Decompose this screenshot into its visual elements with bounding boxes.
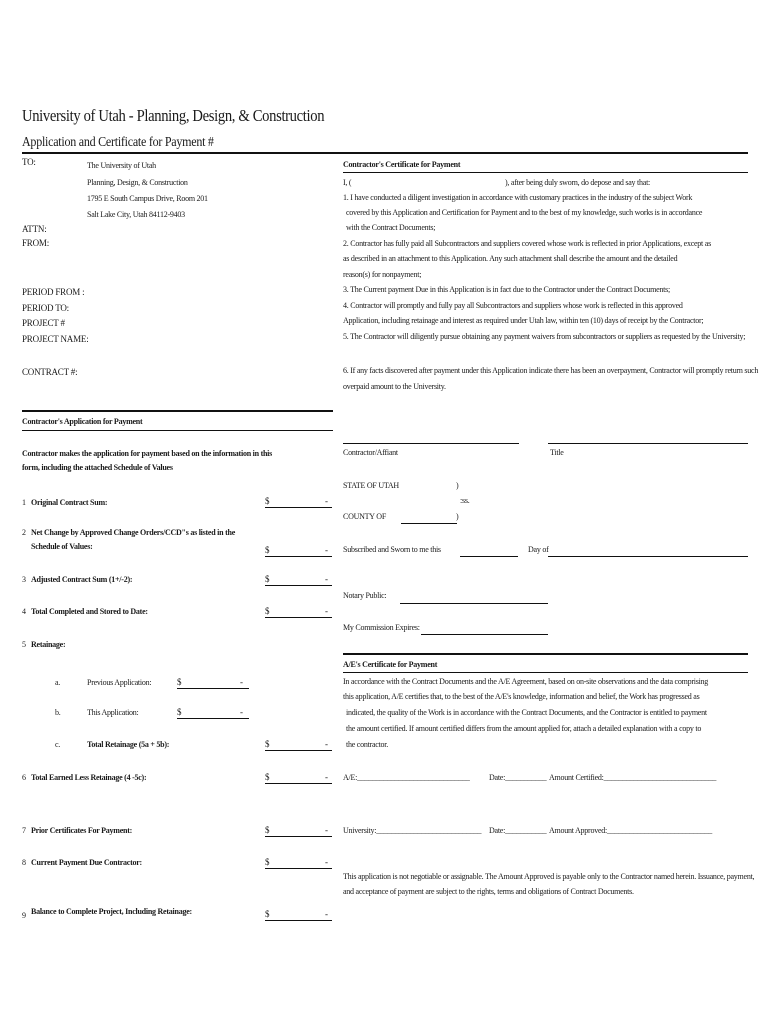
currency-symbol: $ (177, 707, 182, 717)
currency-symbol: $ (265, 909, 270, 919)
currency-symbol: $ (265, 574, 270, 584)
line-7-number: 7 (22, 826, 26, 835)
period-from-label: PERIOD FROM : (22, 287, 85, 297)
total-completed-value: - (325, 606, 328, 616)
amount-underline (265, 920, 332, 921)
state-paren: ) (456, 481, 459, 490)
subscribed-label: Subscribed and Sworn to me this (343, 545, 441, 554)
line-3-number: 3 (22, 575, 26, 584)
ae-top-rule (343, 653, 748, 655)
application-intro-1: Contractor makes the application for payment based on the information in this (22, 449, 273, 458)
address-line-1: The University of Utah (87, 161, 156, 170)
university-signature-line: University:____________________________ (343, 826, 482, 835)
ae-paragraph-3: indicated, the quality of the Work is in accordance with the Contract Documents, and the Contractor is entitled to payment (346, 708, 707, 717)
sworn-statement: ), after being duly sworn, do depose and say that: (505, 178, 651, 187)
amount-approved-line: Amount Approved:____________________________ (549, 826, 712, 835)
contract-number-label: CONTRACT #: (22, 367, 78, 377)
certificate-line-9: Application, including retainage and interest as required under Utah law, within ten (10) days of receipt by the Contractor; (343, 316, 704, 325)
line-5c-letter: c. (55, 740, 61, 749)
certificate-line-8: 4. Contractor will promptly and fully pay all Subcontractors and suppliers whose work is reflected in this approved (343, 301, 683, 310)
currency-symbol: $ (265, 606, 270, 616)
current-payment-due-value: - (325, 857, 328, 867)
line-2-number: 2 (22, 528, 26, 537)
amount-underline (177, 688, 249, 689)
net-change-label: Net Change by Approved Change Orders/CCD"s as listed in the (31, 528, 236, 537)
attn-label: ATTN: (22, 224, 47, 234)
from-label: FROM: (22, 238, 50, 248)
day-line (460, 556, 518, 557)
amount-underline (265, 836, 332, 837)
to-label: TO: (22, 157, 36, 167)
application-heading: Contractor's Application for Payment (22, 417, 143, 426)
amount-underline (177, 718, 249, 719)
disclaimer-line-1: This application is not negotiable or assignable. The Amount Approved is payable only to the Contractor named herein. Issuance, payment, (343, 872, 755, 881)
balance-to-complete-value: - (325, 909, 328, 919)
previous-application-value: - (240, 677, 243, 687)
page-title: University of Utah - Planning, Design, & Construction (22, 106, 325, 125)
amount-underline (265, 868, 332, 869)
prior-certificates-value: - (325, 825, 328, 835)
application-top-rule (22, 410, 333, 412)
currency-symbol: $ (265, 857, 270, 867)
application-intro-2: form, including the attached Schedule of Values (22, 463, 173, 472)
certificate-line-12: overpaid amount to the University. (343, 382, 446, 391)
balance-to-complete-label: Balance to Complete Project, Including Retainage: (31, 907, 192, 916)
affiant-signature-line (343, 443, 519, 444)
this-application-label: This Application: (87, 708, 139, 717)
disclaimer-line-2: and acceptance of payment are subject to the rights, terms and obligations of Contract Documents. (343, 887, 634, 896)
prior-certificates-label: Prior Certificates For Payment: (31, 826, 133, 835)
net-change-label-cont: Schedule of Values: (31, 542, 93, 551)
currency-symbol: $ (265, 772, 270, 782)
line-1-number: 1 (22, 498, 26, 507)
this-application-value: - (240, 707, 243, 717)
notary-line (400, 603, 548, 604)
total-completed-label: Total Completed and Stored to Date: (31, 607, 148, 616)
ae-paragraph-2: this application, A/E certifies that, to the best of the A/E's knowledge, information and belief, the Work has progressed as (343, 692, 700, 701)
title-label: Title (550, 448, 564, 457)
month-line (548, 556, 748, 557)
adjusted-contract-sum-label: Adjusted Contract Sum (1+/-2): (31, 575, 133, 584)
certificate-line-6: reason(s) for nonpayment; (343, 270, 422, 279)
certificate-line-2: covered by this Application and Certification for Payment and to the best of my knowledge, such works is in accordance (346, 208, 703, 217)
county-paren: ) (456, 512, 459, 521)
period-to-label: PERIOD TO: (22, 303, 69, 313)
certificate-line-5: as described in an attachment to this Application. Any such attachment shall describe the amount and the detailed (343, 254, 678, 263)
amount-underline (265, 556, 332, 557)
county-line (401, 523, 457, 524)
total-earned-value: - (325, 772, 328, 782)
certificate-line-7: 3. The Current payment Due in this Application is in fact due to the Contractor under the Contract Documents; (343, 285, 670, 294)
adjusted-contract-sum-value: - (325, 574, 328, 584)
contractor-certificate-heading: Contractor's Certificate for Payment (343, 160, 461, 169)
certificate-line-11: 6. If any facts discovered after payment under this Application indicate there has been an overpayment, Contractor will promptly return such (343, 366, 759, 375)
address-line-4: Salt Lake City, Utah 84112-9403 (87, 210, 185, 219)
total-retainage-value: - (325, 739, 328, 749)
total-retainage-label: Total Retainage (5a + 5b): (87, 740, 170, 749)
line-4-number: 4 (22, 607, 26, 616)
commission-label: My Commission Expires: (343, 623, 420, 632)
ae-date-line: Date:___________ (489, 773, 547, 782)
line-8-number: 8 (22, 858, 26, 867)
certificate-line-4: 2. Contractor has fully paid all Subcontractors and suppliers covered whose work is reflected in prior Applications, except as (343, 239, 711, 248)
amount-underline (265, 750, 332, 751)
ss-label: :ss. (460, 496, 470, 505)
line-5a-letter: a. (55, 678, 61, 687)
original-contract-sum-label: Original Contract Sum: (31, 498, 108, 507)
line-9-number: 9 (22, 911, 26, 920)
header-rule (22, 152, 748, 154)
application-heading-rule (22, 430, 333, 431)
ae-paragraph-1: In accordance with the Contract Documents and the A/E Agreement, based on on-site observations and the data comprising (343, 677, 709, 686)
certificate-line-10: 5. The Contractor will diligently pursue obtaining any payment waivers from subcontractors or suppliers as requested by the University; (343, 332, 746, 341)
amount-underline (265, 585, 332, 586)
line-5b-letter: b. (55, 708, 61, 717)
ae-paragraph-4: the amount certified. If amount certified differs from the amount applied for, attach a detailed explanation with a copy to (346, 724, 702, 733)
currency-symbol: $ (265, 545, 270, 555)
net-change-value: - (325, 545, 328, 555)
amount-underline (265, 617, 332, 618)
current-payment-due-label: Current Payment Due Contractor: (31, 858, 142, 867)
currency-symbol: $ (265, 825, 270, 835)
retainage-label: Retainage: (31, 640, 66, 649)
certificate-line-1: 1. I have conducted a diligent investigation in accordance with customary practices in the industry of the subject Work (343, 193, 693, 202)
amount-certified-line: Amount Certified:______________________________ (549, 773, 717, 782)
page-subtitle: Application and Certificate for Payment # (22, 135, 214, 150)
contractor-certificate-rule (343, 172, 748, 173)
original-contract-sum-value: - (325, 496, 328, 506)
county-label: COUNTY OF (343, 512, 387, 521)
state-label: STATE OF UTAH (343, 481, 399, 490)
currency-symbol: $ (177, 677, 182, 687)
address-line-2: Planning, Design, & Construction (87, 178, 188, 187)
line-5-number: 5 (22, 640, 26, 649)
currency-symbol: $ (265, 739, 270, 749)
address-line-3: 1795 E South Campus Drive, Room 201 (87, 194, 208, 203)
project-number-label: PROJECT # (22, 318, 65, 328)
line-6-number: 6 (22, 773, 26, 782)
certificate-line-3: with the Contract Documents; (346, 223, 436, 232)
title-signature-line (548, 443, 748, 444)
ae-heading-rule (343, 672, 748, 673)
ae-certificate-heading: A/E's Certificate for Payment (343, 660, 438, 669)
currency-symbol: $ (265, 496, 270, 506)
ae-signature-line: A/E:______________________________ (343, 773, 470, 782)
university-date-line: Date:___________ (489, 826, 547, 835)
project-name-label: PROJECT NAME: (22, 334, 89, 344)
affiant-label: Contractor/Affiant (343, 448, 398, 457)
affiant-open: I, ( (343, 178, 352, 187)
commission-line (421, 634, 548, 635)
ae-paragraph-5: the contractor. (346, 740, 389, 749)
previous-application-label: Previous Application: (87, 678, 152, 687)
notary-label: Notary Public: (343, 591, 387, 600)
total-earned-label: Total Earned Less Retainage (4 -5c): (31, 773, 147, 782)
day-of-label: Day of (528, 545, 549, 554)
amount-underline (265, 783, 332, 784)
amount-underline (265, 507, 332, 508)
